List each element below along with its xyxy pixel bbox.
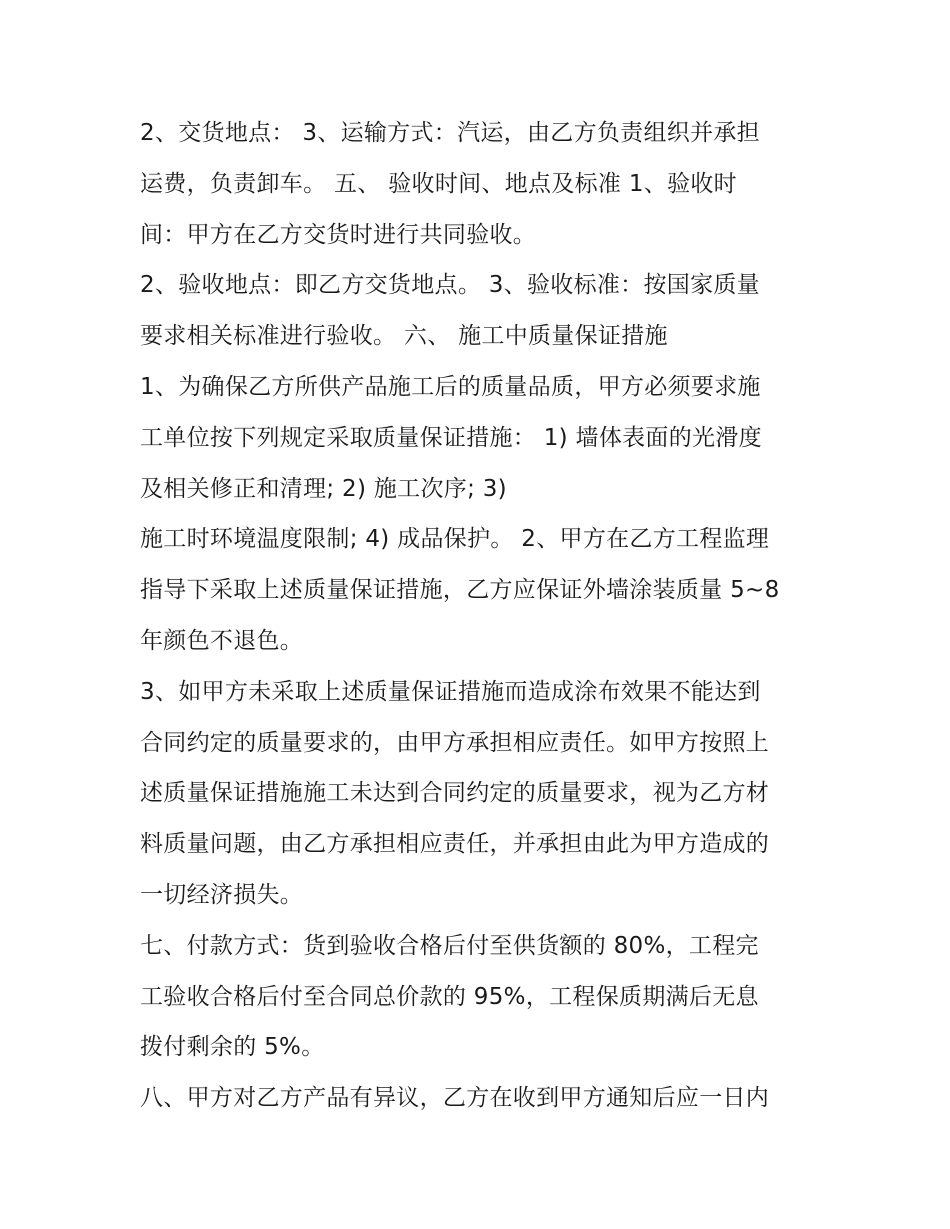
- text-line: 八、甲方对乙方产品有异议，乙方在收到甲方通知后应一日内: [140, 1085, 770, 1112]
- text-line: 1、为确保乙方所供产品施工后的质量品质，甲方必须要求施: [140, 373, 761, 400]
- text-line: 年颜色不退色。: [140, 627, 304, 654]
- text-line: 要求相关标准进行验收。 六、 施工中质量保证措施: [140, 323, 668, 350]
- text-line: 料质量问题，由乙方承担相应责任，并承担由此为甲方造成的: [140, 831, 770, 858]
- text-line: 2、交货地点： 3、运输方式：汽运，由乙方负责组织并承担: [140, 120, 760, 146]
- text-line: 合同约定的质量要求的，由甲方承担相应责任。如甲方按照上: [140, 729, 770, 756]
- text-line: 3、如甲方未采取上述质量保证措施而造成涂布效果不能达到: [140, 678, 761, 705]
- text-line: 2、验收地点：即乙方交货地点。 3、验收标准：按国家质量: [140, 272, 760, 299]
- document-body: [140, 108, 830, 1124]
- text-line: 间：甲方在乙方交货时进行共同验收。: [140, 221, 537, 248]
- text-line: 述质量保证措施施工未达到合同约定的质量要求，视为乙方材: [140, 780, 770, 807]
- text-line: 施工时环境温度限制; 4) 成品保护。 2、甲方在乙方工程监理: [140, 526, 770, 553]
- text-line: 工验收合格后付至合同总价款的 95%，工程保质期满后无息: [140, 983, 759, 1010]
- text-line: 指导下采取上述质量保证措施，乙方应保证外墙涂装质量 5~8: [140, 577, 780, 604]
- text-line: 及相关修正和清理; 2) 施工次序; 3): [140, 475, 507, 502]
- text-line: 拨付剩余的 5%。: [140, 1034, 325, 1061]
- text-line: 运费，负责卸车。 五、 验收时间、地点及标准 1、验收时: [140, 170, 737, 197]
- text-line: 一切经济损失。: [140, 881, 304, 908]
- text-line: 工单位按下列规定采取质量保证措施： 1) 墙体表面的光滑度: [140, 424, 762, 451]
- text-line: 七、付款方式：货到验收合格后付至供货额的 80%，工程完: [140, 932, 759, 959]
